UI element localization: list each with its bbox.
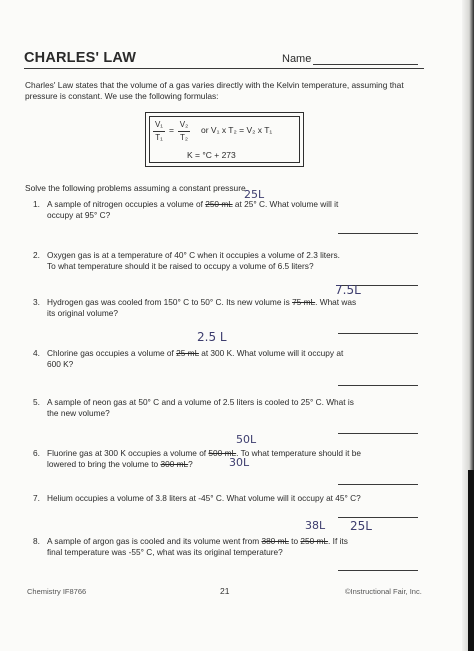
problem-4-number: 4. [33, 348, 40, 358]
problem-6-struck2: 300 mL [160, 459, 189, 469]
formula-v2: V₂ [179, 120, 189, 129]
scan-edge-dark [468, 470, 474, 651]
problem-6-line1b: . To what temperature should it be [236, 448, 361, 458]
problem-8-line2: final temperature was -55° C, what was its original temperature? [47, 547, 283, 557]
problem-1-struck: 250 mL [205, 199, 233, 209]
problem-3-text [47, 297, 422, 319]
intro-paragraph: Charles' Law states that the volume of a gas varies directly with the Kelvin temperature, assuming that pressure is constant. We use the following formulas: [25, 80, 404, 101]
problem-3-answer-line[interactable] [338, 333, 418, 334]
problem-1-number: 1. [33, 199, 40, 209]
formula-bar-2 [178, 131, 190, 132]
formula-t2: T₂ [180, 133, 188, 142]
problem-7-text [47, 493, 432, 504]
problem-8-line1mid: to [288, 536, 301, 546]
problem-5-line1: A sample of neon gas at 50° C and a volume of 2.5 liters is cooled to 25° C. What is [47, 397, 354, 407]
problem-2-line1: Oxygen gas is at a temperature of 40° C when it occupies a volume of 2.3 liters. [47, 250, 340, 260]
name-blank-line[interactable] [313, 64, 418, 65]
problem-6-line1a: Fluorine gas at 300 K occupies a volume of [47, 448, 209, 458]
problem-8-handwriting: 38L [305, 519, 326, 532]
formula-equals: = [169, 125, 174, 135]
problem-3-struck: 75 mL [292, 297, 316, 307]
problem-6-handwriting: 50L [236, 433, 257, 446]
problem-6-struck: 500 mL [208, 448, 237, 458]
problem-4-line1a: Chlorine gas occupies a volume of [47, 348, 177, 358]
instructions: Solve the following problems assuming a constant pressure. [25, 183, 248, 193]
problem-6-number: 6. [33, 448, 40, 458]
problem-6-line2b: ? [188, 459, 193, 469]
problem-4-text [47, 348, 422, 370]
problem-2-text [47, 250, 422, 272]
name-label: Name [282, 53, 312, 65]
problem-4-answer-line[interactable] [338, 385, 418, 386]
problem-6-answer-line[interactable] [338, 484, 418, 485]
footer-page-number: 21 [220, 586, 230, 596]
problem-8-text [47, 536, 432, 558]
problem-5-text [47, 397, 422, 419]
problem-7-answer-line[interactable] [338, 517, 418, 518]
problem-1-line1b: at 25° C. What volume will it [232, 199, 339, 209]
problem-2-number: 2. [33, 250, 40, 260]
problem-8-line1b: . If its [328, 536, 348, 546]
problem-1-handwriting: 25L [244, 188, 265, 201]
problem-8-handwriting-2: 25L [350, 519, 372, 533]
problem-5-number: 5. [33, 397, 40, 407]
problem-1-answer-line[interactable] [338, 233, 418, 234]
problem-6-handwriting-2: 30L [229, 456, 250, 469]
problem-8-line1a: A sample of argon gas is cooled and its volume went from [47, 536, 262, 546]
problem-3-line1a: Hydrogen gas was cooled from 150° C to 50° C. Its new volume is [47, 297, 293, 307]
problem-8-struck: 380 mL [261, 536, 289, 546]
problem-3-line1b: . What was [315, 297, 357, 307]
problem-3-number: 3. [33, 297, 40, 307]
problem-6-line2a: lowered to bring the volume to [47, 459, 161, 469]
problem-4-line2: 600 K? [47, 359, 74, 369]
problem-4-struck: 25 mL [176, 348, 199, 358]
problem-7-number: 7. [33, 493, 40, 503]
formula-bar-1 [153, 131, 165, 132]
problem-8-answer-line[interactable] [338, 570, 418, 571]
problem-8-struck2: 250 mL [300, 536, 329, 546]
problem-8-number: 8. [33, 536, 40, 546]
problem-5-answer-line[interactable] [338, 433, 418, 434]
footer-right: ©Instructional Fair, Inc. [345, 587, 422, 596]
problem-3-handwriting: 7.5L [335, 283, 361, 297]
problem-1-line2: occupy at 95° C? [47, 210, 111, 220]
problem-2-line2: To what temperature should it be raised to occupy a volume of 6.5 liters? [47, 261, 314, 271]
problem-7-line1: Helium occupies a volume of 3.8 liters at -45° C. What volume will it occupy at 45° C? [47, 493, 361, 503]
formula-v1: V₁ [154, 120, 164, 129]
formula-alt: or V₁ x T₂ = V₂ x T₁ [201, 125, 273, 135]
problem-4-line1b: at 300 K. What volume will it occupy at [198, 348, 344, 358]
footer-left: Chemistry IF8766 [27, 587, 87, 596]
problem-5-line2: the new volume? [47, 408, 110, 418]
problem-3-line2: its original volume? [47, 308, 119, 318]
problem-1-line1a: A sample of nitrogen occupies a volume of [47, 199, 206, 209]
page-title: CHARLES' LAW [24, 50, 137, 66]
problem-4-handwriting: 2.5 L [197, 330, 227, 344]
problem-1-text [47, 199, 417, 221]
title-underline [24, 68, 424, 69]
formula-t1: T₁ [155, 133, 163, 142]
formula-kelvin: K = °C + 273 [187, 150, 236, 160]
